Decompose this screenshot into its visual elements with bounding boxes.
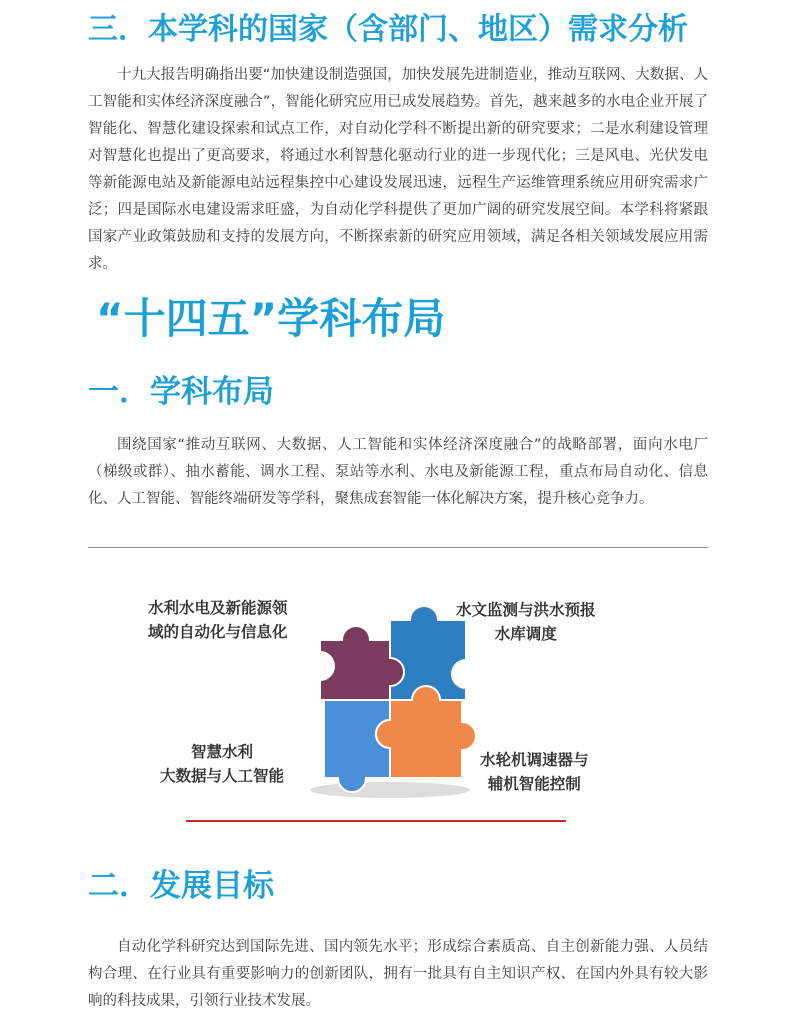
diagram-label-hydrology-forecast [456,598,596,646]
diagram-label-line: 大数据与人工智能 [160,767,285,785]
diagram-label-automation-informatization [148,596,288,644]
puzzle-piece-bottom-right [376,686,476,778]
diagram-label-line: 辅机智能控制 [487,775,581,793]
diagram-label-turbine-governor [480,748,589,796]
section-goal-paragraph: 自动化学科研究达到国际先进、国内领先水平；形成综合素质高、自主创新能力强、人员结构合理、在行业具有重要影响力的创新团队，拥有一批具有自主知识产权、在国内外具有较大影响的科技成果，引领行业技术发展。 [88,939,708,1009]
main-title: “十四五”学科布局 [96,294,446,343]
diagram-label-line: 水轮机调速器与 [480,751,589,769]
diagram-label-line: 水文监测与洪水预报 [456,601,596,619]
section-demand-paragraph: 十九大报告明确指出要“加快建设制造强国，加快发展先进制造业，推动互联网、大数据、人工智能和实体经济深度融合”，智能化研究应用已成发展趋势。首先，越来越多的水电企业开展了智能化、智慧化建设探索和试点工作，对自动化学科不断提出新的研究要求；二是水利建设管理对智慧化也提出了更高要求，将通过水利智慧化驱动行业的进一步现代化；三是风电、光伏发电等新能源电站及新能源电站远程集控中心建设发展迅速，远程生产运维管理系统应用研究需求广泛；四是国际水电建设需求旺盛，为自动化学科提供了更加广阔的研究发展空间。本学科将紧跟国家产业政策鼓励和支持的发展方向，不断探索新的研究应用领域，满足各相关领域发展应用需求。 [88,67,708,272]
diagram-label-line: 域的自动化与信息化 [148,623,288,641]
puzzle-shadow [310,782,470,798]
diagram-label-line: 智慧水利 [191,743,254,761]
diagram-label-line: 水利水电及新能源领 [148,599,288,617]
section-demand-title: 三．本学科的国家（含部门、地区）需求分析 [88,12,688,47]
puzzle-diagram-graphic [300,600,480,800]
section-goal-title: 二．发展目标 [88,868,274,904]
section-layout-paragraph: 围绕国家“推动互联网、大数据、人工智能和实体经济深度融合”的战略部署，面向水电厂（梯级或群）、抽水蓄能、调水工程、泵站等水利、水电及新能源工程，重点布局自动化、信息化、人工智能、智能终端研发等学科，聚焦成套智能一体化解决方案，提升核心竞争力。 [88,437,708,507]
divider-gray [88,547,708,548]
puzzle-piece-bottom-left [324,700,390,792]
section-layout-title: 一．学科布局 [88,374,274,410]
diagram-label-smart-water [160,740,284,788]
divider-red [186,820,566,822]
diagram-label-line: 水库调度 [494,625,557,643]
